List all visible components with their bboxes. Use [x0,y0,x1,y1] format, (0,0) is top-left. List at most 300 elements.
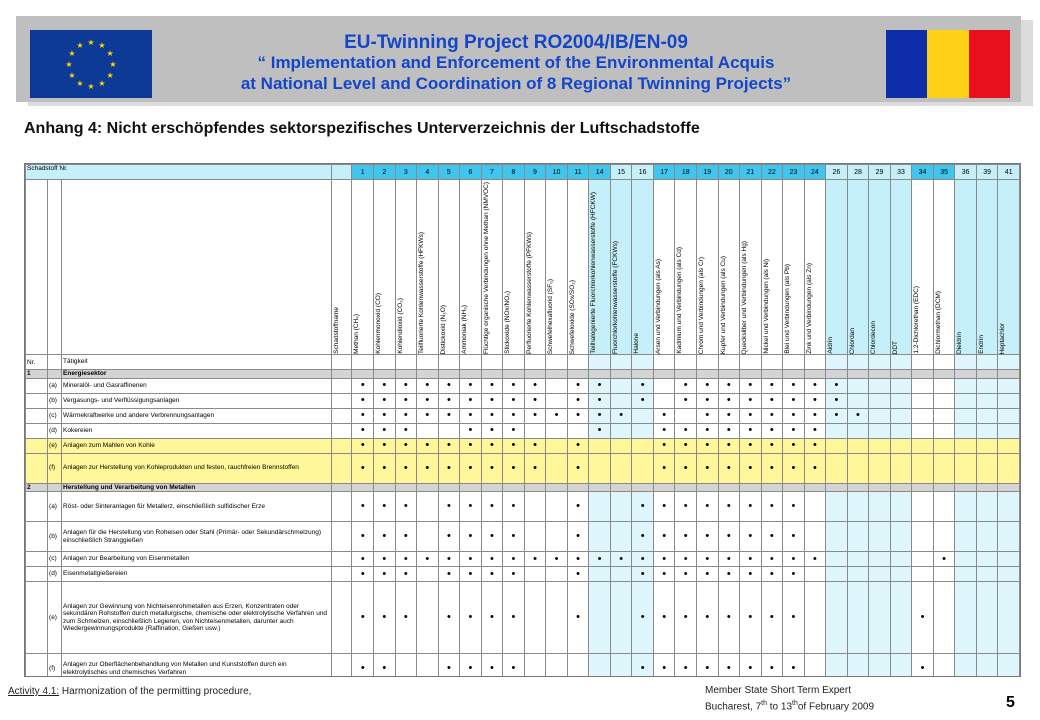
eu-star: ★ [68,71,76,80]
dot-mark: • [740,654,762,678]
activity-text: Harmonization of the permitting procedure, [59,686,252,697]
dot-mark: • [417,438,439,453]
column-number: 11 [567,165,589,180]
dot-mark: • [761,567,783,582]
dot-mark: • [675,582,697,654]
dot-mark: • [438,408,460,423]
eu-star: ★ [109,60,117,69]
activity-label: Tätigkeit [62,355,332,370]
dot-mark: • [503,378,525,393]
dot-mark: • [395,438,417,453]
table-row [26,492,1020,522]
dot-mark: • [761,492,783,522]
dot-mark: • [632,393,654,408]
dot-mark: • [696,567,718,582]
dot-mark: • [352,408,374,423]
dot-mark: • [740,522,762,552]
dot-mark: • [912,654,934,678]
dot-mark: • [438,552,460,567]
eu-star: ★ [65,60,73,69]
dot-mark: • [546,408,568,423]
column-number: 10 [546,165,568,180]
dot-mark: • [632,567,654,582]
dot-mark: • [395,492,417,522]
dot-mark: • [826,378,848,393]
column-number: 6 [460,165,482,180]
dot-mark: • [696,552,718,567]
dot-mark: • [438,492,460,522]
dot-mark: • [460,438,482,453]
dot-mark: • [524,408,546,423]
column-number: 23 [783,165,805,180]
dot-mark: • [460,453,482,483]
dot-mark: • [460,393,482,408]
dot-mark: • [374,438,396,453]
column-name: Quecksilber und Verbindungen (als Hg) [741,240,749,354]
row-code: (b) [48,522,62,552]
row-activity: Anlagen für die Herstellung von Roheisen oder Stahl (Primär- oder Sekundärschmelzung) einschließlich Stranggießen [62,522,332,552]
dot-mark: • [740,393,762,408]
dot-mark: • [374,423,396,438]
dot-mark: • [718,582,740,654]
dot-mark: • [438,582,460,654]
table-row [26,522,1020,552]
dot-mark: • [826,393,848,408]
dot-mark: • [653,654,675,678]
dot-mark: • [718,567,740,582]
eu-star: ★ [87,82,95,91]
dot-mark: • [589,378,611,393]
dot-mark: • [395,567,417,582]
dot-mark: • [481,393,503,408]
dot-mark: • [374,393,396,408]
dot-mark: • [438,393,460,408]
dot-mark: • [374,408,396,423]
dot-mark: • [417,408,439,423]
dot-mark: • [675,522,697,552]
dot-mark: • [804,378,826,393]
dot-mark: • [438,654,460,678]
dot-mark: • [740,438,762,453]
column-number: 22 [761,165,783,180]
dot-mark: • [417,453,439,483]
dot-mark: • [761,552,783,567]
dot-mark: • [696,408,718,423]
column-number: 1 [352,165,374,180]
dot-mark: • [718,393,740,408]
eu-star: ★ [98,40,106,50]
dot-mark: • [352,654,374,678]
dot-mark: • [718,378,740,393]
dot-mark: • [567,552,589,567]
dot-mark: • [675,552,697,567]
dot-mark: • [653,453,675,483]
dot-mark: • [632,654,654,678]
table-row [26,552,1020,567]
table-row [26,408,1020,423]
column-name: Perfluorierte Kohlenwasserstoffe (PFKWs) [525,232,533,354]
column-name: Kohlendioxid (CO₂) [396,298,404,354]
dot-mark: • [460,567,482,582]
dot-mark: • [610,552,632,567]
project-title: EU-Twinning Project RO2004/IB/EN-09 [344,32,688,53]
column-number: 26 [826,165,848,180]
row-activity: Anlagen zur Gewinnung von Nichteisenrohmetallen aus Erzen, Konzentraten oder sekundären Rohstoffen durch metallurgische, chemische oder elektrolytische Verfahren und zum Schmelzen, einschließlich Legieren, von Nichteisenmetallen, darunter auch Wiedergewinnungsprodukte (Raffination, Gießen usw.) [62,582,332,654]
dot-mark: • [653,582,675,654]
activity-link[interactable]: Activity 4.1: [8,686,60,697]
dot-mark: • [610,408,632,423]
row-activity: Eisenmetallgießereien [62,567,332,582]
column-name: Teilhalogenierte Fluorchlorkohlenwasserstoffe (HFCKW) [590,192,598,354]
dot-mark: • [524,438,546,453]
section-title: Herstellung und Verarbeitung von Metallen [62,483,332,492]
dot-mark: • [783,438,805,453]
name-header: Schadstoffname [333,307,341,354]
dot-mark: • [740,453,762,483]
column-number: 33 [890,165,912,180]
column-number: 3 [395,165,417,180]
column-number: 18 [675,165,697,180]
dot-mark: • [481,438,503,453]
project-subtitle-1: “ Implementation and Enforcement of the Environmental Acquis [257,53,775,72]
dot-mark: • [696,492,718,522]
column-name: Fluorchlorkohlenwasserstoffe (FCKWs) [611,241,619,354]
dot-mark: • [696,582,718,654]
dot-mark: • [783,582,805,654]
dot-mark: • [395,378,417,393]
column-name: Ammoniak (NH₃) [461,305,469,354]
dot-mark: • [352,552,374,567]
column-name: Zink und Verbindungen (als Zn) [805,263,813,354]
eu-stars [30,30,152,98]
column-name: Heptachlor [999,322,1007,354]
dot-mark: • [696,378,718,393]
eu-star: ★ [76,79,84,89]
row-activity: Kokereien [62,423,332,438]
dot-mark: • [912,582,934,654]
dot-mark: • [481,492,503,522]
dot-mark: • [761,582,783,654]
dot-mark: • [503,408,525,423]
dot-mark: • [503,522,525,552]
dot-mark: • [740,492,762,522]
column-number: 21 [740,165,762,180]
dot-mark: • [481,567,503,582]
eu-star: ★ [106,71,114,80]
footer-expert [705,684,874,713]
column-name: 1,2-Dichlorethan (EDC) [913,286,921,354]
dot-mark: • [524,552,546,567]
dot-mark: • [653,423,675,438]
row-code: (e) [48,582,62,654]
dot-mark: • [804,393,826,408]
column-name: Kadmium und Verbindungen (als Cd) [676,247,684,354]
dot-mark: • [567,393,589,408]
dot-mark: • [374,654,396,678]
table-row [26,582,1020,654]
dot-mark: • [395,393,417,408]
dot-mark: • [417,552,439,567]
dot-mark: • [567,582,589,654]
row-activity: Anlagen zum Mahlen von Kohle [62,438,332,453]
row-code: (d) [48,423,62,438]
dot-mark: • [481,408,503,423]
dot-mark: • [675,492,697,522]
dot-mark: • [503,453,525,483]
dot-mark: • [417,378,439,393]
dot-mark: • [460,492,482,522]
row-code: (a) [48,378,62,393]
corner-label: Schadstoff Nr. [26,165,332,180]
dot-mark: • [632,492,654,522]
column-number: 24 [804,165,826,180]
column-number: 20 [718,165,740,180]
dot-mark: • [352,393,374,408]
dot-mark: • [503,393,525,408]
column-name: Kohlenmonoxid (CO) [375,293,383,354]
dot-mark: • [740,378,762,393]
row-code: (e) [48,438,62,453]
dot-mark: • [438,522,460,552]
row-activity: Röst- oder Sinteranlagen für Metallerz, einschließlich sulfidischer Erze [62,492,332,522]
row-code: (f) [48,654,62,678]
dot-mark: • [761,453,783,483]
column-name: Chlordecon [870,320,878,354]
dot-mark: • [718,423,740,438]
dot-mark: • [589,393,611,408]
dot-mark: • [653,522,675,552]
dot-mark: • [740,582,762,654]
dot-mark: • [546,552,568,567]
column-name: Blei und Verbindungen (als Pb) [784,264,792,354]
table-row [26,393,1020,408]
dot-mark: • [567,408,589,423]
column-number: 19 [696,165,718,180]
pollutant-grid [25,164,1020,677]
dot-mark: • [438,378,460,393]
dot-mark: • [503,552,525,567]
dot-mark: • [740,423,762,438]
column-number: 29 [869,165,891,180]
dot-mark: • [826,408,848,423]
project-subtitle-2: at National Level and Coordination of 8 Regional Twinning Projects” [240,74,792,93]
romania-flag-red [969,30,1010,98]
row-activity: Anlagen zur Oberflächenbehandlung von Metallen und Kunststoffen durch ein elektrolytisches und chemisches Verfahren [62,654,332,678]
dot-mark: • [718,492,740,522]
dot-mark: • [460,654,482,678]
dot-mark: • [718,438,740,453]
dot-mark: • [675,378,697,393]
dot-mark: • [675,438,697,453]
dot-mark: • [718,408,740,423]
row-code: (b) [48,393,62,408]
pollutant-table [24,163,1021,677]
dot-mark: • [395,423,417,438]
dot-mark: • [804,408,826,423]
dot-mark: • [783,453,805,483]
nr-label: Nr. [26,355,48,370]
dot-mark: • [460,423,482,438]
dot-mark: • [395,453,417,483]
dot-mark: • [481,552,503,567]
dot-mark: • [374,552,396,567]
dot-mark: • [804,438,826,453]
table-row [26,378,1020,393]
romania-flag-blue [886,30,927,98]
dot-mark: • [460,522,482,552]
dot-mark: • [696,438,718,453]
row-code: (d) [48,567,62,582]
column-name: Methan (CH₄) [353,314,361,354]
dot-mark: • [567,438,589,453]
table-row [26,654,1020,678]
section-number: 1 [26,370,48,379]
dot-mark: • [481,378,503,393]
row-code: (c) [48,552,62,567]
dot-mark: • [438,567,460,582]
column-number: 36 [955,165,977,180]
dot-mark: • [352,582,374,654]
page-number: 5 [1006,694,1015,711]
dot-mark: • [503,438,525,453]
table-row [26,438,1020,453]
dot-mark: • [761,408,783,423]
table-row [26,423,1020,438]
dot-mark: • [460,552,482,567]
dot-mark: • [847,408,869,423]
dot-mark: • [567,522,589,552]
column-name: Flüchtige organische Verbindungen ohne Methan (NMVOC) [482,182,490,354]
column-name: Schwefelhexafluorid (SF₆) [547,278,555,354]
dot-mark: • [696,654,718,678]
dot-mark: • [503,423,525,438]
row-activity: Anlagen zur Bearbeitung von Eisenmetallen [62,552,332,567]
column-number: 39 [976,165,998,180]
dot-mark: • [481,423,503,438]
romania-flag-icon [886,30,1010,98]
dot-mark: • [653,567,675,582]
dot-mark: • [481,654,503,678]
dot-mark: • [374,453,396,483]
column-number: 35 [933,165,955,180]
dot-mark: • [718,654,740,678]
row-activity: Mineralöl- und Gasraffinenen [62,378,332,393]
dot-mark: • [783,522,805,552]
dot-mark: • [653,492,675,522]
dot-mark: • [632,552,654,567]
dot-mark: • [675,423,697,438]
dot-mark: • [374,582,396,654]
dot-mark: • [438,438,460,453]
eu-star: ★ [87,38,95,47]
dot-mark: • [804,423,826,438]
dot-mark: • [460,378,482,393]
column-number: 16 [632,165,654,180]
dot-mark: • [503,567,525,582]
table-row [26,567,1020,582]
row-activity: Vergasungs- und Verflüssigungsanlagen [62,393,332,408]
column-name: Endrin [977,335,985,354]
eu-star: ★ [106,49,114,58]
dot-mark: • [589,423,611,438]
dot-mark: • [481,453,503,483]
dot-mark: • [374,567,396,582]
dot-mark: • [675,453,697,483]
dot-mark: • [696,393,718,408]
dot-mark: • [783,423,805,438]
dot-mark: • [567,453,589,483]
row-code: (c) [48,408,62,423]
dot-mark: • [761,423,783,438]
dot-mark: • [352,522,374,552]
dot-mark: • [503,582,525,654]
column-number: 28 [847,165,869,180]
dot-mark: • [761,654,783,678]
eu-flag-icon [30,30,152,98]
column-name: Nickel und Verbindungen (als Ni) [762,259,770,354]
dot-mark: • [481,522,503,552]
section-number: 2 [26,483,48,492]
eu-star: ★ [68,49,76,58]
page-title: Anhang 4: Nicht erschöpfendes sektorspezifisches Unterverzeichnis der Luftschadstoffe [24,120,700,137]
dot-mark: • [524,453,546,483]
dot-mark: • [718,552,740,567]
dot-mark: • [524,393,546,408]
dot-mark: • [740,567,762,582]
column-name: Chrom und Verbindungen (als Cr) [697,256,705,354]
dot-mark: • [653,408,675,423]
column-number: 7 [481,165,503,180]
dot-mark: • [524,378,546,393]
dot-mark: • [503,492,525,522]
dot-mark: • [567,378,589,393]
dot-mark: • [718,453,740,483]
column-number: 8 [503,165,525,180]
column-number: 5 [438,165,460,180]
romania-flag-yellow [927,30,968,98]
column-number: 9 [524,165,546,180]
dot-mark: • [567,492,589,522]
column-number: 15 [610,165,632,180]
dot-mark: • [761,438,783,453]
dot-mark: • [804,453,826,483]
column-name: Schwefeloxide (SOx/SO₂) [568,279,576,354]
dot-mark: • [567,567,589,582]
dot-mark: • [352,567,374,582]
dot-mark: • [653,552,675,567]
row-code: (a) [48,492,62,522]
dot-mark: • [374,522,396,552]
dot-mark: • [460,582,482,654]
column-number: 41 [998,165,1020,180]
dot-mark: • [395,582,417,654]
column-name: Halone [633,333,641,354]
dot-mark: • [374,378,396,393]
dot-mark: • [718,522,740,552]
column-number: 14 [589,165,611,180]
dot-mark: • [761,393,783,408]
column-name: Distickoxid (N₂O) [439,304,447,354]
dot-mark: • [783,408,805,423]
dot-mark: • [696,522,718,552]
dot-mark: • [352,492,374,522]
dot-mark: • [589,408,611,423]
eu-star: ★ [76,40,84,50]
header-banner [16,16,1021,102]
expert-label: Member State Short Term Expert [705,685,851,696]
dot-mark: • [352,438,374,453]
column-name: Dichlormethan (DCM) [934,291,942,354]
